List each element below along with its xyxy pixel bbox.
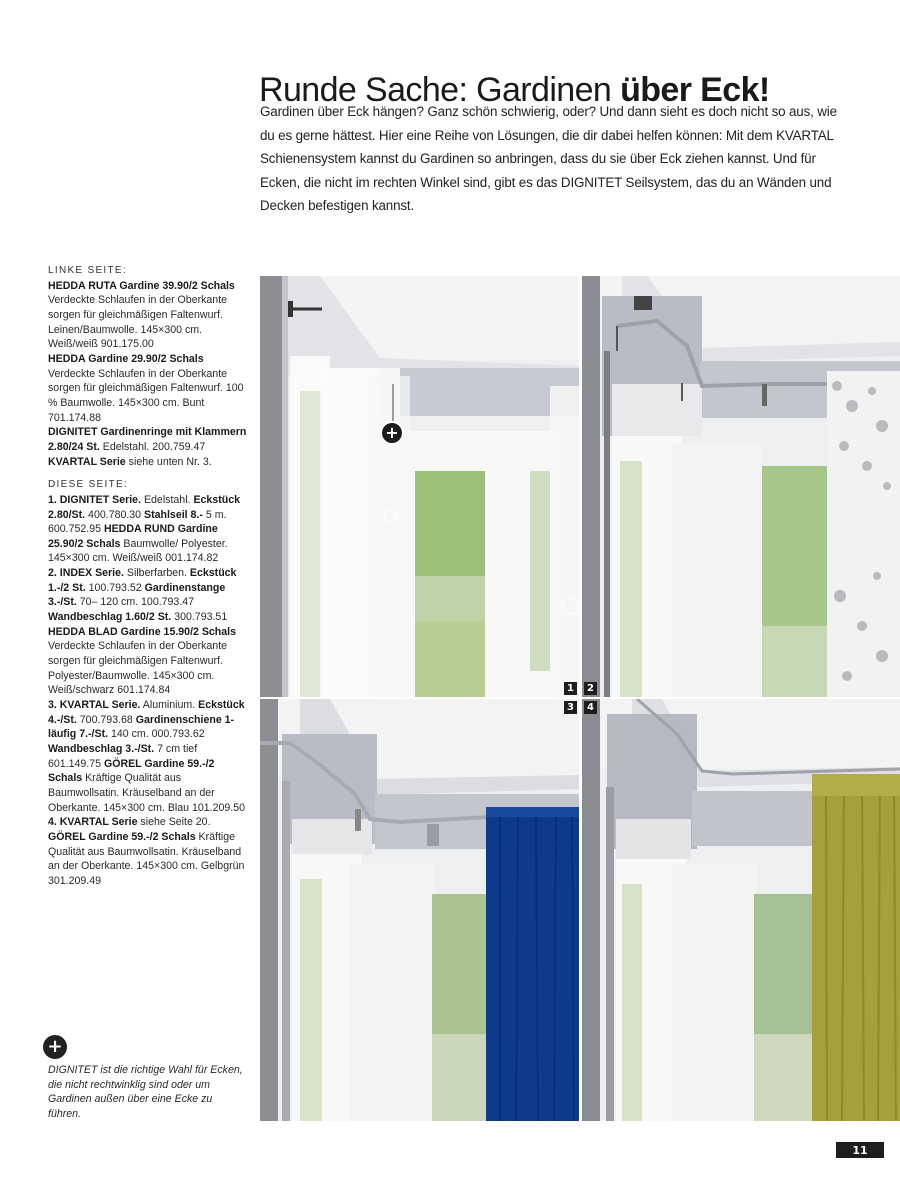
product-desc: Kräftige Qualität aus Baumwollsatin. Kräuselband an der Oberkante. 145×300 cm. Blau 101.209.50 bbox=[48, 772, 246, 814]
product-name: Stahlseil 8.- bbox=[144, 508, 203, 521]
product-desc: 7 cm tief 601.149.75 bbox=[48, 743, 198, 770]
product-desc: 5 m. 600.752.95 bbox=[48, 508, 227, 536]
photo-number-badge-2: 2 bbox=[584, 682, 597, 695]
product-desc: Aluminium. bbox=[140, 699, 199, 712]
plus-hotspot-icon[interactable]: + bbox=[380, 421, 404, 445]
product-name: KVARTAL Serie bbox=[48, 455, 126, 468]
product-name: 1. DIGNITET Serie. bbox=[48, 493, 142, 506]
product-desc: siehe unten Nr. 3. bbox=[125, 455, 212, 468]
product-desc: 400.780.30 bbox=[85, 508, 145, 521]
product-name: GÖREL Gardine 59.-/2 Schals bbox=[48, 830, 196, 843]
product-desc: 700.793.68 bbox=[76, 713, 136, 726]
title-bold: über Eck! bbox=[620, 70, 770, 109]
product-desc: Verdeckte Schlaufen in der Oberkante sorgen für gleichmäßigen Faltenwurf. Leinen/Baumwolle. 145×300 cm. Weiß/weiß 901.175.00 bbox=[48, 294, 228, 351]
product-desc: Silberfarben. bbox=[123, 567, 190, 580]
product-name: Wandbeschlag 1.60/2 St. bbox=[48, 611, 172, 624]
product-desc: siehe Seite 20. bbox=[137, 816, 211, 829]
this-page-item-2 bbox=[48, 566, 248, 698]
product-desc: Verdeckte Schlaufen in der Oberkante sorgen für gleichmäßigen Faltenwurf. 100 % Baumwolle. 145×300 cm. Bunt 701.174.88 bbox=[48, 367, 244, 424]
photo-number-badge-3: 3 bbox=[564, 701, 577, 714]
product-desc: 70– 120 cm. 100.793.47 bbox=[76, 596, 195, 609]
product-desc: 140 cm. 000.793.62 bbox=[108, 728, 205, 741]
product-name: 4. KVARTAL Serie bbox=[48, 816, 138, 829]
photo-2-index bbox=[582, 276, 900, 697]
product-name: HEDDA BLAD Gardine 15.90/2 Schals bbox=[48, 625, 237, 638]
product-desc: Baumwolle/ Polyester. 145×300 cm. Weiß/weiß 001.174.82 bbox=[48, 537, 228, 565]
product-name: 3. KVARTAL Serie. bbox=[48, 699, 141, 712]
product-name: DIGNITET Gardinenringe mit Klammern 2.80/24 St. bbox=[48, 426, 247, 453]
product-name: HEDDA Gardine 29.90/2 Schals bbox=[48, 352, 204, 365]
photo-4-illustration bbox=[582, 699, 900, 1121]
product-name: Eckstück 1.-/2 St. bbox=[48, 567, 237, 594]
product-desc: 100.793.52 bbox=[85, 581, 145, 594]
product-desc: 300.793.51 bbox=[171, 611, 228, 624]
this-page-item-4 bbox=[48, 815, 248, 888]
photo-1-dignitet bbox=[260, 276, 579, 697]
left-page-item bbox=[48, 455, 248, 470]
left-page-item bbox=[48, 352, 248, 425]
dignitet-note: DIGNITET ist die richtige Wahl für Ecken, die nicht rechtwinklig sind oder um Gardinen außen über eine Ecke zu führen. bbox=[48, 1064, 243, 1120]
left-page-item bbox=[48, 279, 248, 352]
product-name: Gardinenstange 3.-/St. bbox=[48, 581, 226, 609]
title-regular: Runde Sache: Gardinen bbox=[259, 70, 621, 109]
product-desc: Kräftige Qualität aus Baumwollsatin. Kräuselband an der Oberkante. 145×300 cm. Gelbgrün 301.209.49 bbox=[48, 830, 245, 887]
product-name: Gardinenschiene 1-läufig 7.-/St. bbox=[48, 713, 235, 741]
product-name: GÖREL Gardine 59.-/2 Schals bbox=[48, 757, 215, 785]
product-name: HEDDA RUND Gardine 25.90/2 Schals bbox=[48, 523, 218, 550]
photo-1-illustration bbox=[260, 276, 579, 697]
product-name: Eckstück 2.80/St. bbox=[48, 493, 240, 521]
product-desc: Verdeckte Schlaufen in der Oberkante sorgen für gleichmäßigen Faltenwurf. Polyester/Baumwolle. 145×300 cm. Weiß/schwarz 601.174.84 bbox=[48, 640, 228, 697]
left-page-item bbox=[48, 425, 248, 454]
photo-4-kvartal bbox=[582, 699, 900, 1121]
this-page-item-3 bbox=[48, 698, 248, 815]
this-page-item-1 bbox=[48, 493, 248, 566]
product-name: 2. INDEX Serie. bbox=[48, 567, 124, 580]
photo-number-badge-4: 4 bbox=[584, 701, 597, 714]
product-desc: Edelstahl. 200.759.47 bbox=[99, 440, 206, 453]
photo-number-badge-1: 1 bbox=[564, 682, 577, 695]
intro-paragraph: Gardinen über Eck hängen? Ganz schön schwierig, oder? Und dann sieht es doch nicht so aus, wie du es gerne hättest. Hier eine Reihe von Lösungen, die dir dabei helfen können: Mit dem KVARTAL Schienensystem kannst du Gardinen so anbringen, dass du sie über Eck ziehen kannst. Und für Ecken, die nicht im rechten Winkel sind, gibt es das DIGNITET Seilsystem, das du an Wänden und Decken befestigen kannst. bbox=[260, 104, 837, 214]
product-desc: Edelstahl. bbox=[141, 493, 194, 506]
plus-circle-icon[interactable]: + bbox=[43, 1035, 67, 1059]
product-name: Wandbeschlag 3.-/St. bbox=[48, 743, 155, 755]
section-gap bbox=[48, 469, 248, 478]
photo-3-illustration bbox=[260, 699, 579, 1121]
product-info-sidebar bbox=[48, 264, 248, 889]
product-name: HEDDA RUTA Gardine 39.90/2 Schals bbox=[48, 279, 235, 292]
page-number: 11 bbox=[836, 1142, 884, 1158]
left-page-heading: LINKE SEITE: bbox=[48, 265, 127, 276]
this-page-heading: DIESE SEITE: bbox=[48, 479, 129, 491]
product-name: Eckstück 4.-/St. bbox=[48, 699, 245, 726]
photo-2-illustration bbox=[582, 276, 900, 697]
photo-3-kvartal bbox=[260, 699, 579, 1121]
